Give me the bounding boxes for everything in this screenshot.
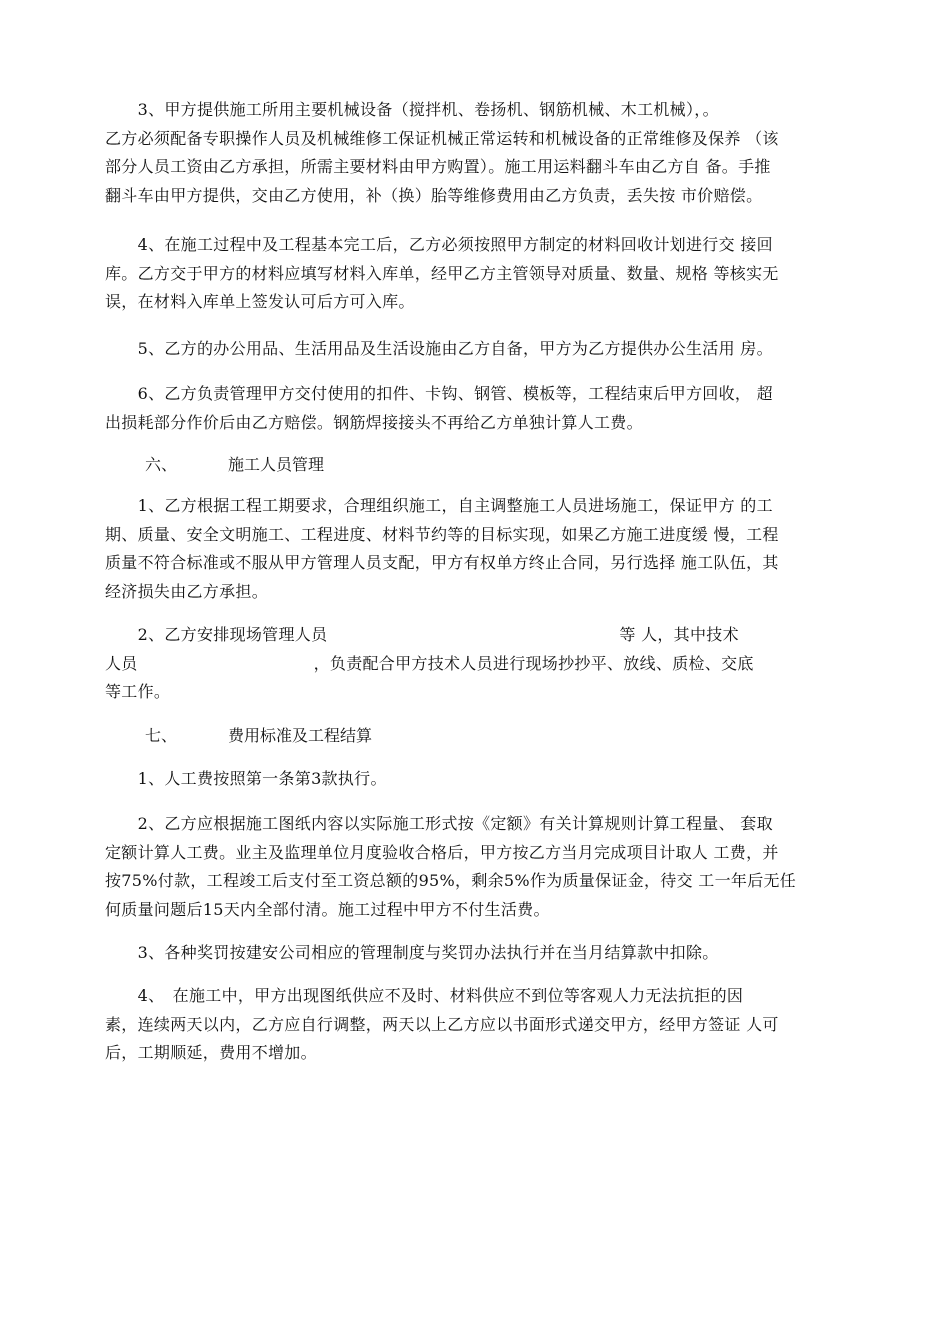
section-number: 六、 — [145, 455, 178, 474]
staffing-line1-start: 2、乙方安排现场管理人员 — [105, 625, 328, 644]
section-number: 七、 — [145, 726, 178, 745]
text-line: 素，连续两天以内，乙方应自行调整，两天以上乙方应以书面形式递交甲方，经甲方签证 人可 — [105, 1014, 779, 1034]
text-line: 库。乙方交于甲方的材料应填写材料入库单，经甲乙方主管领导对质量、数量、规格 等核实无 — [105, 263, 779, 283]
text-line: 乙方必须配备专职操作人员及机械维修工保证机械正常运转和机械设备的正常维修及保养 （该 — [105, 128, 779, 148]
paragraph-delays — [105, 982, 857, 1068]
text-line — [105, 650, 857, 679]
text-line: 后，工期顺延，费用不增加。 — [105, 1043, 317, 1062]
paragraph-fittings — [105, 380, 857, 437]
text-line: 2、乙方应根据施工图纸内容以实际施工形式按《定额》有关计算规则计算工程量、 套取 — [105, 814, 773, 833]
text-line: 部分人员工资由乙方承担，所需主要材料由甲方购置）。施工用运料翻斗车由乙方自 备。手推 — [105, 157, 771, 176]
staffing-line2-end: ，负责配合甲方技术人员进行现场抄抄平、放线、质检、交底 — [313, 653, 754, 673]
text-line: 等工作。 — [105, 682, 171, 701]
text-line: 按75%付款，工程竣工后支付至工资总额的95%，剩余5%作为质量保证金，待交 工一年后无任 — [105, 871, 797, 890]
paragraph-personnel-organization — [105, 492, 857, 606]
text-line: 翻斗车由甲方提供，交由乙方使用，补（换）胎等维修费用由乙方负责，丢失按 市价赔偿。 — [105, 185, 763, 205]
text-line: 3、各种奖罚按建安公司相应的管理制度与奖罚办法执行并在当月结算款中扣除。 — [105, 943, 719, 962]
paragraph-site-management — [105, 621, 857, 707]
text-line: 5、乙方的办公用品、生活用品及生活设施由乙方自备，甲方为乙方提供办公生活用 房。 — [105, 339, 773, 358]
text-line: 3、甲方提供施工所用主要机械设备（搅拌机、卷扬机、钢筋机械、木工机械），。 — [105, 100, 719, 119]
paragraph-machinery — [105, 96, 857, 210]
text-line: 4、在施工过程中及工程基本完工后，乙方必须按照甲方制定的材料回收计划进行交 接回 — [105, 235, 773, 254]
paragraph-settlement — [105, 810, 857, 924]
section-title: 费用标准及工程结算 — [228, 726, 373, 745]
text-line — [105, 621, 857, 650]
text-line: 1、人工费按照第一条第3款执行。 — [105, 769, 387, 788]
text-line: 期、质量、安全文明施工、工程进度、材料节约等的目标实现，如果乙方施工进度缓 慢，工程 — [105, 524, 779, 544]
section-title: 施工人员管理 — [228, 455, 325, 474]
staffing-line2-start: 人员 — [105, 653, 138, 673]
text-line: 误，在材料入库单上签发认可后方可入库。 — [105, 292, 415, 311]
paragraph-material-return — [105, 231, 857, 317]
text-line: 质量不符合标准或不服从甲方管理人员支配，甲方有权单方终止合同，另行选择 施工队伍，其 — [105, 553, 779, 572]
text-line: 定额计算人工费。业主及监理单位月度验收合格后，甲方按乙方当月完成项目计取人 工费，并 — [105, 842, 779, 862]
staffing-line1-end: 等 人，其中技术 — [619, 625, 739, 644]
text-line: 何质量问题后15天内全部付清。施工过程中甲方不付生活费。 — [105, 899, 550, 919]
paragraph-rewards-penalties — [105, 939, 857, 968]
text-line: 1、乙方根据工程工期要求，合理组织施工，自主调整施工人员进场施工，保证甲方 的工 — [105, 496, 773, 515]
paragraph-labor-fee — [105, 765, 857, 794]
text-line: 出损耗部分作价后由乙方赔偿。钢筋焊接接头不再给乙方单独计算人工费。 — [105, 412, 643, 432]
text-line: 4、 在施工中，甲方出现图纸供应不及时、材料供应不到位等客观人力无法抗拒的因 — [105, 986, 744, 1005]
paragraph-office-supplies — [105, 335, 857, 364]
text-line: 6、乙方负责管理甲方交付使用的扣件、卡钩、钢管、模板等，工程结束后甲方回收， 超 — [105, 384, 773, 403]
text-line: 经济损失由乙方承担。 — [105, 581, 269, 601]
section-heading-fees — [145, 722, 372, 750]
section-heading-personnel — [145, 451, 324, 479]
